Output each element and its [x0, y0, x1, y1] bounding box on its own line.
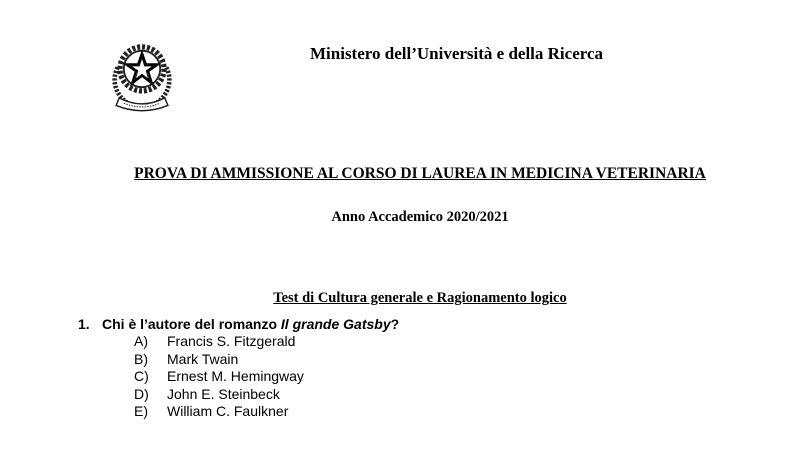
option-letter: B)	[134, 350, 148, 367]
exam-title: PROVA DI AMMISSIONE AL CORSO DI LAUREA IN MEDICINA VETERINARIA	[134, 165, 706, 182]
option-text: Mark Twain	[167, 350, 239, 367]
option-text: John E. Steinbeck	[167, 385, 280, 402]
answer-option	[134, 333, 304, 351]
answer-option	[134, 403, 304, 421]
option-letter: C)	[134, 368, 149, 384]
option-text: Ernest M. Hemingway	[167, 368, 304, 384]
question-text-end: ?	[390, 316, 400, 332]
question-1	[78, 316, 399, 332]
academic-year: Anno Accademico 2020/2021	[331, 209, 509, 225]
option-letter: E)	[134, 403, 148, 419]
italian-republic-emblem	[104, 37, 180, 113]
option-letter: A)	[134, 333, 148, 349]
question-book-title: Il grande Gatsby	[280, 316, 391, 332]
answer-option	[134, 368, 304, 386]
question-number: 1.	[78, 316, 90, 332]
option-text: William C. Faulkner	[167, 403, 289, 419]
section-title: Test di Cultura generale e Ragionamento logico	[273, 290, 567, 306]
ministry-title: Ministero dell’Università e della Ricerca	[310, 44, 604, 63]
answer-option	[134, 351, 304, 369]
option-letter: D)	[134, 385, 149, 402]
option-text: Francis S. Fitzgerald	[167, 333, 296, 349]
answer-option	[134, 386, 304, 404]
question-text-start: Chi è l’autore del romanzo	[102, 316, 281, 332]
answer-options	[134, 333, 304, 421]
